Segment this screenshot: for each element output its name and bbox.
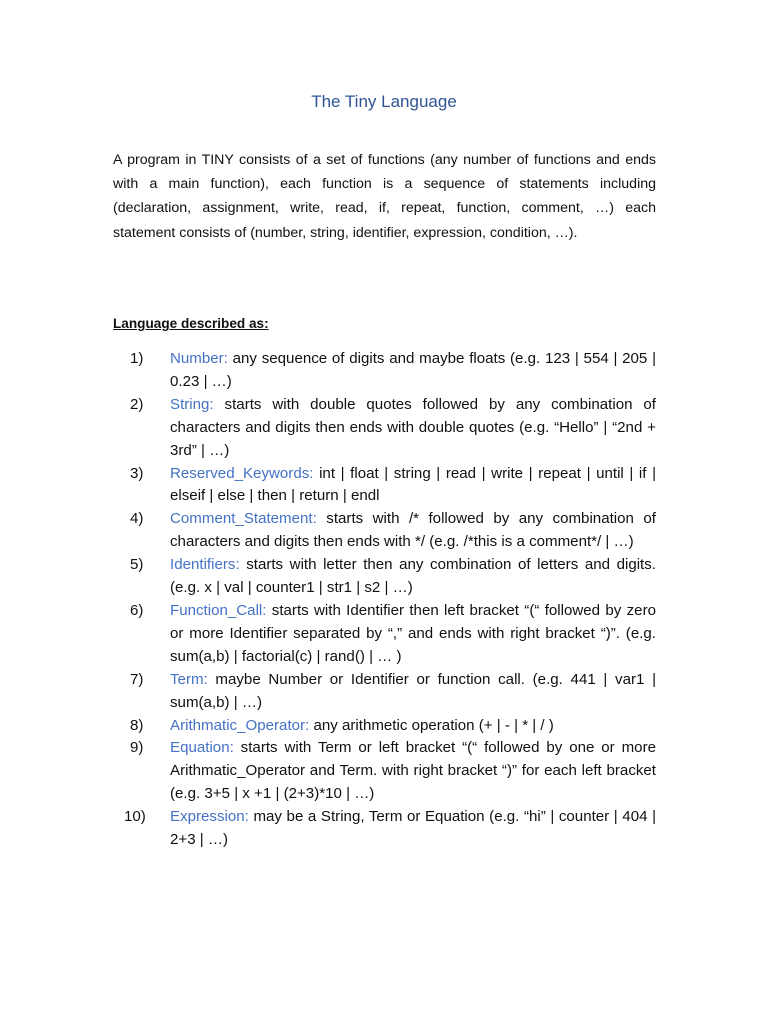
list-item — [130, 715, 656, 738]
list-item — [130, 600, 656, 669]
item-term: Arithmatic_Operator: — [170, 716, 310, 734]
list-item — [130, 394, 656, 463]
item-number: 3) — [130, 464, 144, 482]
item-term: Number: — [170, 350, 228, 367]
item-description: may be a String, Term or Equation (e.g. “hi” | counter | 404 | 2+3 | …) — [170, 808, 656, 849]
list-item — [130, 669, 656, 715]
item-number: 1) — [130, 350, 144, 367]
item-description: starts with Identifier then left bracket “(“ followed by zero or more Identifier separated by “,” and ends with right bracket “)”. (e.g. sum(a,b) | factorial(c) | rand() | … ) — [170, 601, 656, 665]
document-title: The Tiny Language — [311, 92, 457, 111]
item-description: starts with Term or left bracket “(“ followed by one or more Arithmatic_Operator and Term. with right bracket “)” for each left bracket (e.g. 3+5 | x +1 | (2+3)*10 | …) — [170, 739, 656, 803]
item-number: 2) — [130, 395, 144, 413]
list-item — [130, 463, 656, 509]
item-number: 5) — [130, 556, 144, 574]
definition-list — [124, 348, 656, 852]
list-item — [130, 554, 656, 600]
item-term: Function_Call: — [170, 601, 267, 619]
item-description: starts with double quotes followed by any combination of characters and digits then ends with double quotes (e.g. “Hello” | “2nd + 3rd” | …) — [170, 395, 656, 459]
item-number: 7) — [130, 670, 144, 688]
list-item — [130, 348, 656, 394]
item-number: 4) — [130, 510, 144, 528]
item-number: 6) — [130, 601, 144, 619]
item-description: maybe Number or Identifier or function call. (e.g. 441 | var1 | sum(a,b) | …) — [170, 670, 656, 711]
item-description: any sequence of digits and maybe floats (e.g. 123 | 554 | 205 | 0.23 | …) — [170, 350, 656, 390]
intro-paragraph: A program in TINY consists of a set of functions (any number of functions and ends with a main function), each function is a sequence of statements including (declaration, assignment, write, read, if, repeat, function, comment, …) each statement consists of (number, string, identifier, expression, condition, …). — [113, 152, 656, 241]
item-description: int | float | string | read | write | repeat | until | if | elseif | else | then | return | endl — [170, 464, 656, 505]
list-item — [124, 806, 656, 852]
item-number: 9) — [130, 739, 144, 757]
item-term: Term: — [170, 670, 208, 688]
item-description: any arithmetic operation (+ | - | * | / ) — [309, 716, 554, 734]
item-term: Reserved_Keywords: — [170, 464, 314, 482]
item-term: Expression: — [170, 808, 249, 826]
item-term: String: — [170, 395, 214, 413]
item-description: starts with letter then any combination of letters and digits. (e.g. x | val | counter1 | str1 | s2 | …) — [170, 556, 656, 597]
item-description: starts with /* followed by any combination of characters and digits then ends with */ (e.g. /*this is a comment*/ | …) — [170, 510, 656, 551]
item-term: Equation: — [170, 739, 234, 757]
list-item — [130, 737, 656, 806]
section-heading: Language described as: — [113, 316, 269, 331]
list-item — [130, 508, 656, 554]
item-term: Identifiers: — [170, 556, 240, 574]
item-term: Comment_Statement: — [170, 510, 317, 528]
item-number: 10) — [124, 808, 146, 826]
item-number: 8) — [130, 716, 144, 734]
